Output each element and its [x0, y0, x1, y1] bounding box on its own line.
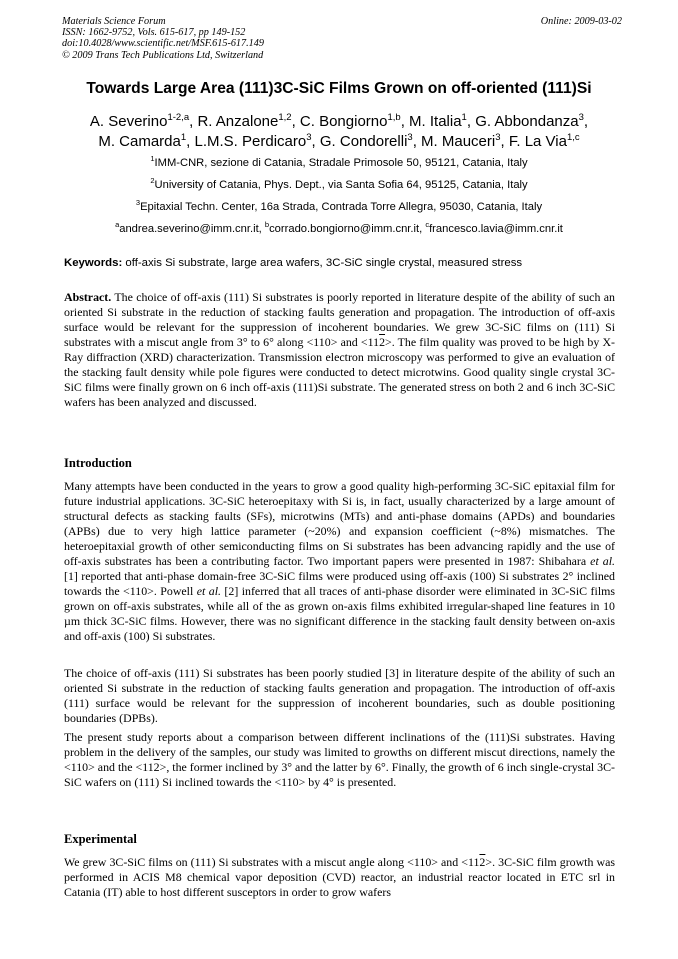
email-link[interactable]: andrea.severino@imm.cnr.it, — [119, 223, 265, 235]
introduction-paragraph-2 — [64, 666, 615, 726]
online-date: Online: 2009-03-02 — [540, 16, 622, 27]
keywords — [64, 256, 616, 270]
experimental-text: We grew 3C-SiC films on (111) Si substrates with a miscut angle along <110> and <11 — [64, 855, 480, 869]
intro-text: The choice of off-axis (111) Si substrates has been poorly studied [3] in literature despite of the ability of such an oriented Si substrate in the reduction of stacking faults generation and propagation. The introduction of off-axis (111) surface would be relevant for the suppression of incoherent boundaries, such as double positioning boundaries (DPBs). — [64, 666, 615, 725]
author-superscript: 3 — [407, 132, 413, 143]
intro-text: Many attempts have been conducted in the years to grow a good quality high-performing 3C-SiC epitaxial film for future industrial applications. 3C-SiC heteroepitaxy with Si is, in fact, usually characterized by a large amount of structural defects as stacking faults (SFs), microtwins (MTs) and anti-phase domains (APDs) and boundaries (APBs) due to very high lattice parameter (~20%) and expansion coefficient (~8%) mismatches. The heteroepitaxial growth of other semiconducting films on Si substrates has been advancing rapidly and the use of off-axis substrates has been a contributing factor. Two important papers were presented in 1987: Shibahara — [64, 479, 615, 568]
intro-text: The present study reports about a comparison between different inclinations of the (111)Si substrates. Having problem in the delivery of the samples, our study was limited to growths on different miscut directions, namely the <110> and the <11 — [64, 730, 615, 774]
affiliation-1 — [40, 156, 638, 170]
author: R. Anzalone — [197, 113, 279, 130]
overbar-digit: 2 — [479, 855, 486, 869]
intro-text: [1] reported that anti-phase domain-free 3C-SiC films were produced using off-axis (100) Si substrates 2° inclined towards the <110>. Powell — [64, 569, 615, 598]
author: A. Severino — [89, 113, 168, 130]
keywords-label: Keywords: — [64, 257, 123, 269]
email-link[interactable]: francesco.lavia@imm.cnr.it — [429, 223, 563, 235]
author: M. Camarda — [98, 133, 181, 150]
affiliation-text: University of Catania, Phys. Dept., via Santa Sofia 64, 95125, Catania, Italy — [154, 179, 528, 191]
affiliation-2 — [40, 178, 638, 192]
paper-title: Towards Large Area (111)3C-SiC Films Grown on off-oriented (111)Si — [86, 80, 592, 97]
experimental-heading: Experimental — [64, 832, 137, 846]
author-superscript: 1,b — [387, 112, 401, 123]
journal-name: Materials Science Forum — [62, 16, 166, 27]
email-link[interactable]: corrado.bongiorno@imm.cnr.it, — [269, 223, 426, 235]
author-superscript: 1-2,a — [167, 112, 190, 123]
introduction-paragraph-1 — [64, 479, 615, 644]
author-list: A. Severino$^{1-2,a}$, R. Anzalone$^{1,2}$, C. Bongiorno$^{1,b}$, M. Italia$^1$, G. Abbondanza$^3$, M. Camarda$^1$, L.M.S. Perdicaro$^3$, G. Condorelli$^3$, M. Mauceri$^3$, F. La Via$^{1,c}$ — [89, 112, 589, 150]
introduction-paragraph-3 — [64, 730, 615, 790]
journal-copyright: © 2009 Trans Tech Publications Ltd, Switzerland — [62, 49, 264, 61]
author-superscript: 1 — [461, 112, 467, 123]
author: M. Mauceri — [421, 133, 496, 150]
affiliation-superscript: 2 — [150, 176, 155, 185]
affiliation-3 — [40, 200, 638, 214]
author-superscript: 3 — [495, 132, 501, 143]
journal-doi: doi:10.4028/www.scientific.net/MSF.615-617.149 — [62, 38, 264, 50]
affiliation-text: Epitaxial Techn. Center, 16a Strada, Contrada Torre Allegra, 95030, Catania, Italy — [140, 201, 543, 213]
et-al: et al. — [196, 584, 221, 598]
affiliation-superscript: 3 — [135, 198, 141, 207]
keywords-text: off-axis Si substrate, large area wafers, 3C-SiC single crystal, measured stress — [122, 257, 523, 269]
abstract — [64, 290, 615, 410]
et-al: et al. — [590, 554, 615, 568]
author-superscript: 3 — [578, 112, 584, 123]
author: G. Abbondanza — [475, 113, 579, 130]
author-superscript: 1,2 — [278, 112, 292, 123]
introduction-heading: Introduction — [64, 456, 132, 470]
intro-text: >, the former inclined by 3° and the latter by 6°. Finally, the growth of 6 inch single-crystal 3C-SiC wafers on (111) Si inclined towards the <110> by 4° is presented. — [64, 760, 615, 789]
affiliation-text: IMM-CNR, sezione di Catania, Stradale Primosole 50, 95121, Catania, Italy — [154, 157, 528, 169]
author-superscript: 1 — [180, 132, 187, 143]
author: G. Condorelli — [319, 133, 408, 150]
affiliation-superscript: 1 — [150, 154, 155, 163]
overbar-digit: 2 — [379, 335, 386, 349]
author: F. La Via — [508, 133, 567, 150]
abstract-text: >. The film quality was proved to be high by X-Ray diffraction (XRD) characterization. Transmission electron microscopy was performed to give an evaluation of the stacking fault density while pole figures were conducted to detect microtwins. Good quality single crystal 3C-SiC films were finally grown on 6 inch off-axis (111)Si substrate. The generated stress on both 2 and 6 inch 3C-SiC wafers has been analyzed and discussed. — [64, 335, 616, 409]
abstract-label: Abstract. — [64, 290, 112, 304]
email-superscript: c — [425, 220, 430, 229]
experimental-paragraph — [64, 855, 615, 900]
journal-issn: ISSN: 1662-9752, Vols. 615-617, pp 149-152 — [62, 27, 246, 39]
author-superscript: 1,c — [566, 132, 580, 143]
overbar-digit: 2 — [153, 760, 160, 774]
email-superscript: b — [264, 220, 270, 229]
abstract-text: The choice of off-axis (111) Si substrates is poorly reported in literature despite of the ability of such an oriented Si substrate in the reduction of stacking faults generation and propagation. The introduction of off-axis surface would be relevant for the suppression of incoherent boundaries. We grew 3C-SiC films on (111) Si substrates with a miscut angle from 3° to 6° along <110> and <11 — [64, 290, 615, 349]
email-superscript: a — [115, 220, 120, 229]
author-emails — [40, 222, 638, 236]
journal-header — [62, 16, 622, 61]
experimental-text: >. 3C-SiC film growth was performed in ACIS M8 chemical vapor deposition (CVD) reactor, an industrial reactor located in ETC srl in Catania (IT) able to host different susceptors in order to grow wafers — [64, 855, 615, 899]
intro-text: [2] inferred that all traces of anti-phase disorder were eliminated in 3C-SiC films grown on off-axis substrates, while all of the as grown on-axis films exhibited irregular-shaped line features in 10 µm thick 3C-SiC films. However, there was no significant difference in the stacking fault density between on-axis and off-axis (100) Si substrates. — [64, 584, 615, 643]
author: C. Bongiorno — [299, 113, 388, 130]
author-superscript: 3 — [306, 132, 312, 143]
author: M. Italia — [409, 113, 462, 130]
author: L.M.S. Perdicaro — [194, 133, 307, 150]
